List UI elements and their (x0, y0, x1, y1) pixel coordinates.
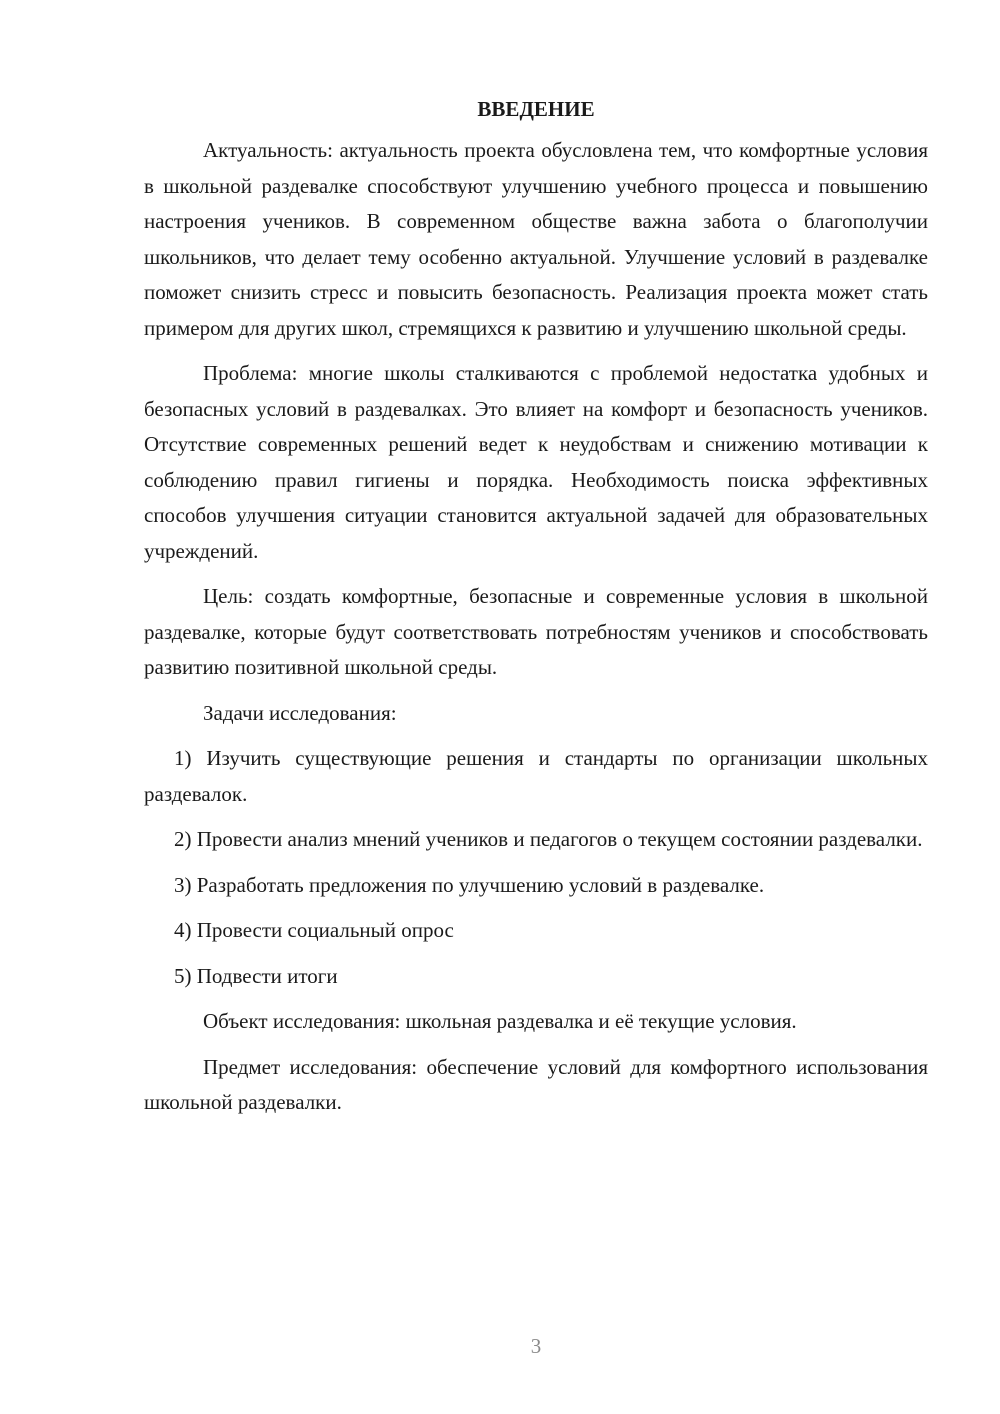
task-item-5: 5) Подвести итоги (174, 963, 338, 988)
tasks-heading: Задачи исследования: (203, 700, 397, 725)
relevance-paragraph: Актуальность: актуальность проекта обусловлена тем, что комфортные условия в школьной раздевалке способствуют улучшению учебного процесса и повышению настроения учеников. В современном обществе важна забота о благополучии школьников, что делает тему особенно актуальной. Улучшение условий в раздевалке поможет снизить стресс и повысить безопасность. Реализация проекта может стать примером для других школ, стремящихся к развитию и улучшению школьной среды. (144, 138, 928, 340)
task-item-3: 3) Разработать предложения по улучшению условий в раздевалке. (174, 872, 765, 897)
problem-paragraph: Проблема: многие школы сталкиваются с проблемой недостатка удобных и безопасных условий в раздевалках. Это влияет на комфорт и безопасность учеников. Отсутствие современных решений ведет к неудобствам и снижению мотивации к соблюдению правил гигиены и порядка. Необходимость поиска эффективных способов улучшения ситуации становится актуальной задачей для образовательных учреждений. (144, 361, 928, 563)
page-number: 3 (530, 1334, 542, 1358)
object-paragraph: Объект исследования: школьная раздевалка и её текущие условия. (203, 1009, 797, 1033)
task-item-4: 4) Провести социальный опрос (174, 918, 454, 942)
task-item-1: 1) Изучить существующие решения и стандарты по организации школьных раздевалок. (144, 746, 928, 806)
page-content (144, 92, 928, 1131)
subject-paragraph: Предмет исследования: обеспечение условий для комфортного использования школьной раздевалки. (144, 1054, 928, 1114)
task-item-2: 2) Провести анализ мнений учеников и педагогов о текущем состоянии раздевалки. (174, 827, 923, 851)
goal-paragraph: Цель: создать комфортные, безопасные и современные условия в школьной раздевалке, которые будут соответствовать потребностям учеников и способствовать развитию позитивной школьной среды. (144, 584, 928, 679)
section-title: ВВЕДЕНИЕ (477, 97, 595, 121)
